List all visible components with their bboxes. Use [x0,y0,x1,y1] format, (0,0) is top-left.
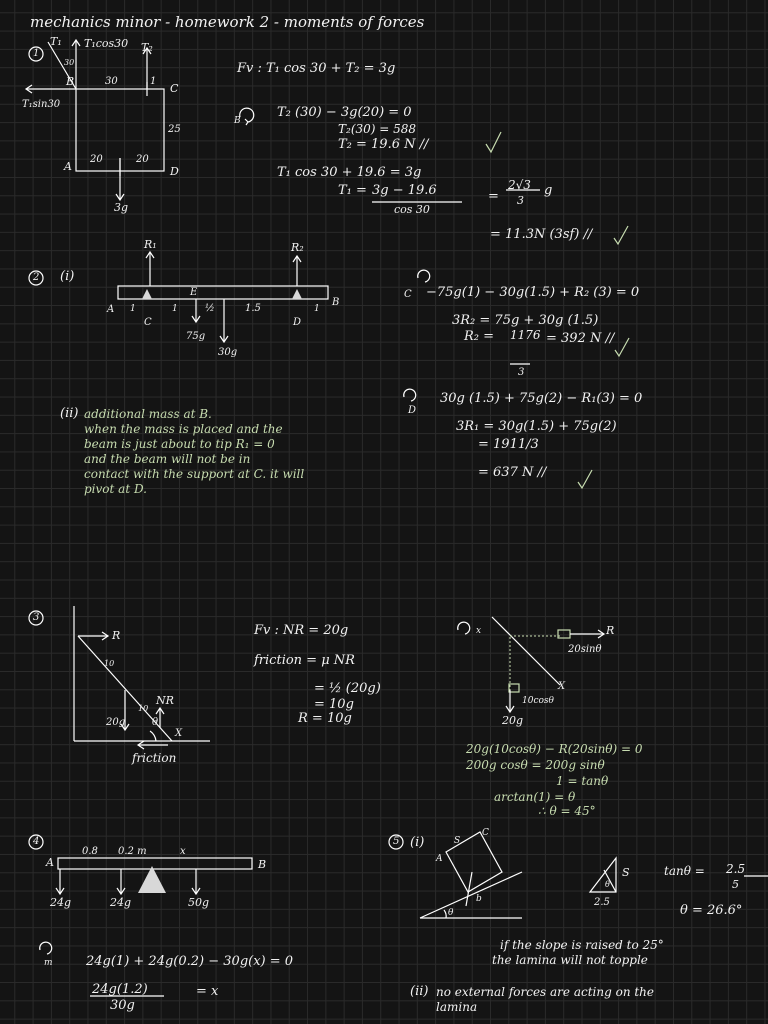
q5-tri-s: S [622,866,630,879]
q5-tri-base: 2.5 [594,897,610,908]
page-title: mechanics minor - homework 2 - moments of forces [30,13,425,31]
q1-label-angle: 30 [64,58,75,67]
q3-right-dcos: 10cosθ [522,696,554,706]
q3-label-x: X [175,728,183,739]
q4-line-2-eq: = x [196,984,219,999]
q1-label-30: 30 [105,76,118,87]
q1-line-5-rnum: 2√3 [508,178,531,192]
q4-moment-icon [40,942,52,954]
q2-support-c [142,289,152,299]
q2-line-3-den: 3 [518,367,525,378]
q2-part-ii-line-6: pivot at D. [84,482,147,496]
q2-pivot-c: C [404,289,412,300]
q3-line-4: = 10g [314,697,354,712]
q5-tan-den: 5 [732,878,739,891]
q4-label-a: A [46,856,54,869]
q1-line-5-den: cos 30 [394,203,430,216]
q5-part-ii-label: (ii) [410,984,429,999]
q5-part-ii-line-1: no external forces are acting on the [436,985,655,999]
q1-label-weight: 3g [114,201,129,214]
q2-moment-icon-c [418,270,430,282]
q4-pivot: m [44,958,53,968]
q2-label-c: C [144,317,152,328]
q2-label-one-c: 1 [314,304,320,314]
q4-label-24g-a: 24g [50,896,72,909]
q1-tick-1 [486,132,501,152]
q2-label-half: ½ [205,303,215,314]
q5-slope-line-2: the lamina will not topple [492,953,648,967]
q3-label-r: R [112,629,121,642]
q2-line-1: −75g(1) − 30g(1.5) + R₂ (3) = 0 [426,285,640,300]
q4-line-2-num: 24g(1.2) [92,982,148,997]
q3-right-r: R [606,624,615,637]
q2-pivot-d: D [408,405,417,416]
q3-label-weight: 20g [106,717,126,728]
q1-number: 1 [33,48,40,59]
q4-beam [58,858,252,869]
q3-label-theta: θ [152,717,159,728]
q2-label-r1: R₁ [144,238,157,251]
q3-right-rsin: 20sinθ [568,644,602,655]
q1-label-b: B [66,75,75,88]
q4-support [138,866,166,893]
q1-label-one: 1 [150,76,157,87]
q1-line-1: T₂ (30) − 3g(20) = 0 [277,105,412,120]
q1-label-t1: T₁ [50,35,62,48]
q4-label-b: B [258,858,267,871]
q4-label-24g-b: 24g [110,896,132,909]
q5-label-a: A [436,854,443,864]
q3-label-friction: friction [132,751,177,765]
q2-part-ii-line-5: contact with the support at C. it will [84,467,305,481]
q5-part-i: (i) [410,835,425,850]
q5-label-b: b [476,894,482,904]
q1-label-t1sin: T₁sin30 [22,99,61,110]
q3-line-3: = ½ (20g) [314,681,381,696]
q5-label-c: C [482,828,489,838]
q1-label-d: D [170,165,179,178]
q2-line-2: 3R₂ = 75g + 30g (1.5) [452,313,599,328]
q2-label-1-5: 1.5 [245,303,261,314]
q1-tick-2 [614,226,628,244]
q2-label-e: E [190,287,198,298]
q4-line-2-den: 30g [110,998,135,1013]
q2-line-4: 30g (1.5) + 75g(2) − R₁(3) = 0 [440,391,643,406]
q1-label-t2: T₂ [141,41,153,54]
q5-slope-line-1: if the slope is raised to 25° [500,938,664,952]
q3-line-1: Fv : NR = 20g [254,623,349,638]
q4-label-50g: 50g [188,896,210,909]
q4-label-0-2: 0.2 m [118,846,147,857]
q2-label-d: D [293,317,302,328]
q2-line-6: = 1911/3 [478,437,539,452]
q1-label-a: A [64,160,72,173]
q5-result: θ = 26.6° [680,903,743,918]
q2-part-ii-label: (ii) [60,406,79,421]
q1-label-20b: 20 [136,154,149,165]
q2-label-one-a: 1 [130,304,136,314]
q1-line-5-g: g [544,183,553,198]
q3-right-pivot: x [476,626,482,636]
q1-moment-pivot: B [234,116,241,126]
q2-tick-2 [578,470,592,488]
q4-label-0-8: 0.8 [82,846,98,857]
q3-right-line-1: 20g(10cosθ) − R(20sinθ) = 0 [466,742,643,756]
q1-label-t1cos: T₁cos30 [84,37,129,50]
q2-line-7: = 637 N // [478,465,547,480]
q3-label-10a: 10 [104,659,115,668]
q1-line-3: T₂ = 19.6 N // [338,137,429,152]
q2-part-ii-line-4: and the beam will not be in [84,452,251,466]
q4-label-x: x [180,846,186,857]
q2-support-d [292,289,302,299]
q3-right-x: X [558,681,566,692]
q2-line-3b: = 392 N // [546,331,615,346]
q5-label-theta: θ [448,908,454,918]
q3-number: 3 [33,612,40,623]
q5-tan-num: 2.5 [726,862,746,876]
q3-ladder-right [492,617,560,685]
q3-line-2: friction = μ NR [254,653,355,668]
q5-part-ii-line-2: lamina [436,1000,478,1014]
q2-label-b: B [332,297,340,308]
q2-tick-1 [615,338,629,356]
q3-right-line-5: ∴ θ = 45° [538,804,596,818]
q1-label-20a: 20 [90,154,103,165]
q3-right-line-3: 1 = tanθ [556,774,609,788]
q3-moment-icon [458,622,470,634]
q1-line-2: T₂(30) = 588 [338,122,417,136]
q1-line-5-eq: = [488,189,499,204]
q1-line-5-rden: 3 [517,194,524,207]
q4-line-1: 24g(1) + 24g(0.2) − 30g(x) = 0 [86,954,294,969]
q2-label-one-b: 1 [172,304,178,314]
q2-moment-icon-d [404,389,416,401]
q2-line-5: 3R₁ = 30g(1.5) + 75g(2) [456,419,617,434]
q1-line-5-num: 3g − 19.6 [372,183,437,198]
q2-part-ii-line-2: when the mass is placed and the [84,422,283,436]
q3-label-nr: NR [156,694,174,707]
q2-part-ii-line-1: additional mass at B. [84,407,212,421]
q1-label-c: C [170,82,179,95]
q3-right-line-4: arctan(1) = θ [494,790,576,804]
q1-fv-line: Fv : T₁ cos 30 + T₂ = 3g [237,61,396,76]
q5-label-s: S [454,836,461,846]
q2-label-30g: 30g [218,347,238,358]
q1-line-6: = 11.3N (3sf) // [490,227,593,242]
q1-line-4: T₁ cos 30 + 19.6 = 3g [277,165,422,180]
q4-number: 4 [33,836,40,847]
q2-part-i: (i) [60,269,75,284]
q2-line-3a: R₂ = [464,329,495,344]
q5-tan-label: tanθ = [664,864,705,878]
q1-label-25: 25 [168,124,181,135]
q2-part-ii-line-3: beam is just about to tip R₁ = 0 [84,437,275,451]
q2-label-r2: R₂ [291,241,304,254]
q3-right-weight: 20g [502,714,524,727]
q3-right-line-2: 200g cosθ = 200g sinθ [466,758,605,772]
q5-number: 5 [393,836,400,847]
q3-label-10b: 10 [138,704,149,713]
q2-label-75g: 75g [186,331,206,342]
q2-label-a: A [107,304,115,315]
q2-number: 2 [33,272,40,283]
q3-line-5: R = 10g [298,711,352,726]
q2-line-3-num: 1176 [510,328,541,342]
q5-triangle [590,858,616,892]
q5-tri-theta: θ [605,880,610,889]
q1-line-5-lhs: T₁ = [338,183,367,198]
